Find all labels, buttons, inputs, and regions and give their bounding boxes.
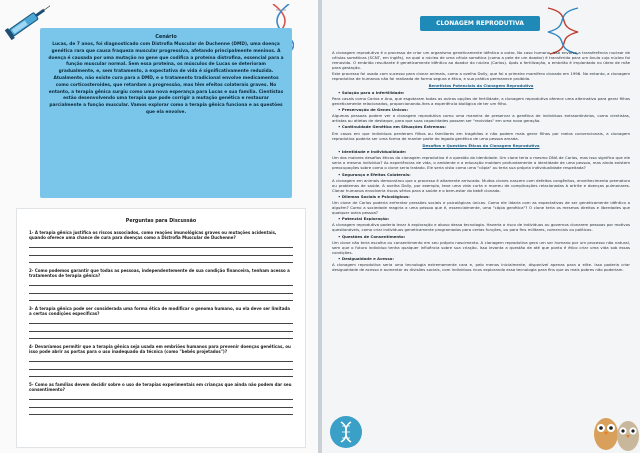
answer-line[interactable] — [29, 325, 293, 331]
answer-line[interactable] — [29, 333, 293, 339]
answer-line[interactable] — [29, 356, 293, 362]
right-page — [322, 0, 640, 453]
challenge-text: A clonagem reprodutiva poderia levar à exploração e abuso dessa tecnologia. Haveria o risco de indivíduos ou governos clonarem pessoas por motivos questionáveis, como criar indivíduos geneticamente programados para certas funções, ou para fins militares, comerciais ou políticos. — [332, 222, 630, 233]
challenge-label: • Potencial Exploração: — [332, 216, 630, 221]
answer-line[interactable] — [29, 257, 293, 263]
intro-paragraph: A clonagem reprodutiva é o processo de criar um organismo geneticamente idêntico a outro. No caso humano, isso envolve a transferência nuclear de células somáticas (SCNT, em inglês), na qual o núcleo de uma célula somática (como a pele de um doador) é transferido para um óvulo cujo núcleo foi removido. O embrião resultante é geneticamente idêntico ao doador do núcleo (Carlos). Após a fertilização, o embrião é implantado no útero de mãe para gestação. — [332, 50, 630, 70]
discussion-questions-card — [16, 208, 306, 448]
answer-line[interactable] — [29, 242, 293, 248]
challenge-label: • Identidade e Individualidade: — [332, 149, 630, 154]
answer-line[interactable] — [29, 371, 293, 377]
questions-title: Perguntas para Discussão — [125, 219, 197, 224]
challenge-label: • Desigualdade e Acesso: — [332, 256, 630, 261]
scenario-body: Lucas, de 7 anos, foi diagnosticado com Distrofia Muscular de Duchenne (DMD), uma doença genética rara que causa fraqueza muscular progressiva, afetando principalmente meninos. A doença é causada por uma mutação no gene que codifica a proteína distrofina, essencial para a função muscular normal. Sem essa proteína, os músculos de Lucas se deterioram gradualmente, e, sem tratamento, a expectativa de vida é significativamente reduzida. Atualmente, não existe cura para a DMD, e o tratamento tradicional envolve medicamentos como corticosteroides, que retardam a progressão, mas têm efeitos colaterais graves. No entanto, a terapia gênica surgiu como uma nova esperança para Lucas e sua família. Cientistas estão desenvolvendo uma terapia que pode corrigir a mutação genética e restaurar parcialmente a função muscular. Vamos explorar como a terapia gênica funciona e as questões que ela envolve. — [48, 42, 284, 115]
scenario-title: Cenário — [155, 34, 177, 40]
left-page — [0, 0, 318, 453]
article-body — [332, 50, 630, 400]
challenge-text: A clonagem reprodutiva seria uma tecnologia extremamente cara e, pelo menos inicialmente, disponível apenas para a elite. Isso poderia criar desigualdade de acesso e aumentar as divisões sociais, com indivíduos ricos explorando essa tecnologia para fins que os mais pobres não poderiam. — [332, 262, 630, 273]
benefit-text: Algumas pessoas podem ver a clonagem reprodutiva como uma maneira de preservar a genética de indivíduos extraordinários, como cientistas, artistas ou atletas de destaque, para que suas capacidades possam ser "revividas" em uma nova geração. — [332, 113, 630, 124]
question-text: 4- Devaríamos permitir que a terapia gênica seja usada em embriões humanos para prevenir doenças genéticas, ou isso pode abrir as portas para o uso inadequado da técnica (como "bebês projetados")? — [29, 343, 291, 355]
challenge-text: A clonagem em animais demonstrou que o processo é altamente arriscado. Muitos clones nascem com defeitos congênitos, envelhecimento prematuro ou problemas de saúde. A ovelha Dolly, por exemplo, teve uma vida curta e morreu de complicações relacionadas à artrite e doenças pulmonares. Clonar humanos envolveria riscos sérios para a saúde e o bem-estar do bebê clonado. — [332, 177, 630, 193]
challenges-heading: Desafios e Questões Éticas da Clonagem Reprodutiva — [422, 142, 540, 148]
question-text: 1- A terapia gênica justifica os riscos associados, como reações imunológicas graves ou mutações acidentais, quando oferece uma chance de cura para doenças como a Distrofia Muscular de Duchenne? — [29, 230, 277, 241]
question-item — [29, 268, 293, 301]
answer-line[interactable] — [29, 295, 293, 301]
challenge-text: Um dos maiores desafios éticos da clonagem reprodutiva é a questão da identidade. Um clone teria o mesmo DNA de Carlos, mas isso significa que ele seria o mesmo indivíduo? As experiências de vida, o ambiente e a educação moldam profundamente a identidade de uma pessoa, mas ainda existem preocupações sobre como o clone seria tratado. Ele seria visto como uma "cópia" ou teria sua própria individualidade respeitada? — [332, 155, 630, 171]
benefit-label: • Continuidade Genética em Situações Extremas: — [332, 124, 630, 129]
benefit-text: Para casais como Carlos e Ana, que esgotaram todas as outras opções de fertilidade, a clonagem reprodutiva oferece uma alternativa para gerar filhos geneticamente relacionados, proporcionando-lhes a experiência biológica de ter um filho. — [332, 95, 630, 106]
challenge-text: Um clone de Carlos poderia enfrentar pressões sociais e psicológicas únicas. Como ele lidaria com as expectativas de ser geneticamente idêntico a alguém? Como a sociedade reagiria a uma pessoa que é, essencialmente, uma "cópia genética"? O clone teria os mesmos direitos e liberdades que qualquer outra pessoa? — [332, 200, 630, 216]
answer-line[interactable] — [29, 401, 293, 407]
answer-line[interactable] — [29, 249, 293, 255]
answer-line[interactable] — [29, 287, 293, 293]
section-banner: CLONAGEM REPRODUTIVA — [420, 16, 540, 31]
challenge-label: • Questões de Consentimento: — [332, 234, 630, 239]
question-item — [29, 306, 293, 339]
dna-strand-icon — [544, 4, 584, 56]
answer-line[interactable] — [29, 363, 293, 369]
dna-badge-icon — [330, 416, 362, 448]
challenge-label: • Dilemas Sociais e Psicológicos: — [332, 194, 630, 199]
answer-line[interactable] — [29, 280, 293, 286]
benefit-label: • Solução para a Infertilidade: — [332, 90, 630, 95]
answer-line[interactable] — [29, 409, 293, 415]
intro-paragraph: Este processo foi usado com sucesso para clonar animais, como a ovelha Dolly, que foi o primeiro mamífero clonado em 1996. No entanto, a clonagem reprodutiva de humanos não foi realizada de forma segura e ética, e sua prática permanece proibida. — [332, 71, 630, 82]
question-text: 2- Como podemos garantir que todas as pessoas, independentemente de sua condição financeira, tenham acesso a tratamentos de terapia gênica? — [29, 267, 290, 279]
question-item — [29, 382, 293, 415]
benefits-heading: Benefícios Potenciais da Clonagem Reprodutiva — [428, 83, 534, 89]
question-text: 5- Como as famílias devem decidir sobre o uso de terapias experimentais em crianças que ainda não podem dar seu consentimento? — [29, 381, 292, 393]
question-item — [29, 230, 293, 263]
challenge-label: • Segurança e Efeitos Colaterais: — [332, 172, 630, 177]
owl-mascots-icon — [592, 396, 640, 453]
benefit-text: Em casos em que indivíduos perderam filhos ou familiares em tragédias e não podem mais gerar filhos por meios convencionais, a clonagem reprodutiva poderia ser uma forma de manter parte do legado genético de uma pessoa amada. — [332, 130, 630, 141]
challenge-text: Um clone não teria escolha ou consentimento em seu próprio nascimento. A clonagem reprodutiva gera um ser humano por um processo não natural, sem que o futuro indivíduo tenha qualquer influência sobre sua criação. Isso levanta a questão de até que ponto é ético criar uma vida sob essas condições. — [332, 239, 630, 255]
scenario-card — [40, 28, 292, 198]
answer-line[interactable] — [29, 394, 293, 400]
answer-line[interactable] — [29, 318, 293, 324]
question-text: 3- A terapia gênica pode ser considerada uma forma ética de modificar o genoma humano, ou ela deve ser limitada a certas condições específicas? — [29, 305, 290, 317]
question-item — [29, 344, 293, 377]
benefit-label: • Preservação de Genes Únicos: — [332, 107, 630, 112]
